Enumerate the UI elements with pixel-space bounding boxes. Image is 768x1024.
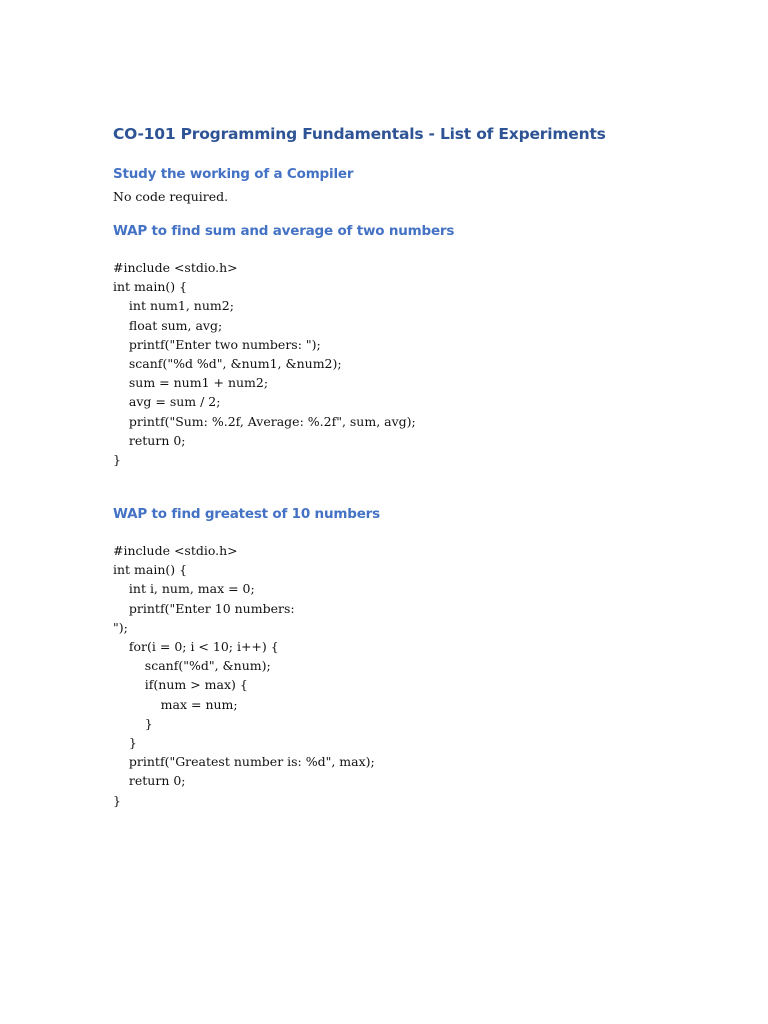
code-block-sum-average [113,258,713,469]
code-line: printf("Enter two numbers: "); [113,336,321,352]
code-line: } [113,715,153,731]
code-line: avg = sum / 2; [113,394,221,410]
section-sum-average [113,221,713,469]
code-line: #include <stdio.h> [113,543,238,559]
code-line: int num1, num2; [113,298,234,314]
code-line: } [113,734,137,750]
code-line: printf("Sum: %.2f, Average: %.2f", sum, avg); [113,413,416,429]
code-line: float sum, avg; [113,317,223,333]
section-heading-sum-average: WAP to find sum and average of two numbers [113,223,455,239]
code-line: for(i = 0; i < 10; i++) { [113,639,279,654]
code-line: printf("Enter 10 numbers: [113,600,295,616]
document-body [113,122,713,810]
section-compiler [113,164,713,206]
document-title: CO-101 Programming Fundamentals - List of Experiments [113,125,606,143]
code-line: int main() { [113,562,188,578]
code-line: int i, num, max = 0; [113,581,255,597]
code-line: printf("Greatest number is: %d", max); [113,754,375,770]
section-heading-greatest-of-10: WAP to find greatest of 10 numbers [113,506,380,523]
code-line: if(num > max) { [113,677,248,693]
code-line: scanf("%d", &num); [113,658,271,674]
code-line: "); [113,619,128,635]
code-line: int main() { [113,279,188,295]
section-body-text: No code required. [113,189,229,204]
section-greatest-of-10 [113,504,713,810]
section-heading-compiler: Study the working of a Compiler [113,166,354,182]
code-line: } [113,451,121,467]
code-line: #include <stdio.h> [113,260,238,275]
code-line: max = num; [113,696,238,712]
code-line: return 0; [113,432,186,448]
code-line: return 0; [113,773,186,789]
code-line: sum = num1 + num2; [113,375,269,391]
code-line: scanf("%d %d", &num1, &num2); [113,355,342,371]
code-line: } [113,792,121,808]
code-block-greatest-of-10 [113,541,713,810]
